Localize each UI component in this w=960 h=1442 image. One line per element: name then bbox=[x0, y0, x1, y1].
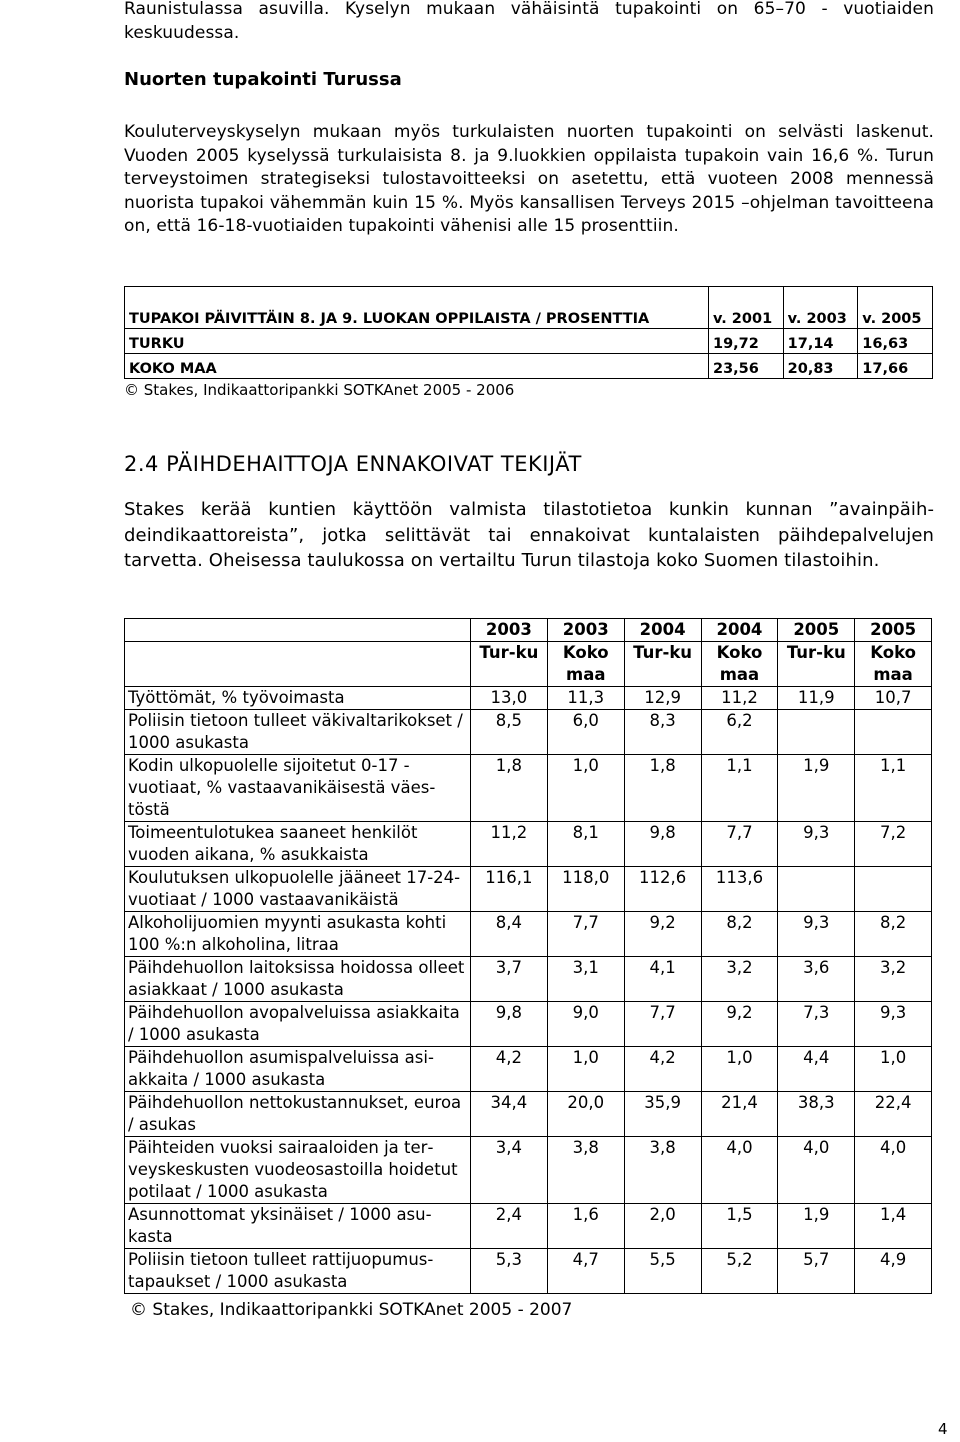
table-cell: 3,1 bbox=[547, 957, 624, 1002]
area-header: Tur-ku bbox=[624, 642, 701, 687]
table-row bbox=[125, 912, 932, 957]
table-cell: 8,1 bbox=[547, 822, 624, 867]
table-cell: 112,6 bbox=[624, 867, 701, 912]
table-row bbox=[125, 354, 933, 379]
table-cell: 4,0 bbox=[778, 1137, 855, 1204]
table-cell: 3,2 bbox=[855, 957, 932, 1002]
table-cell: 38,3 bbox=[778, 1092, 855, 1137]
table-row bbox=[125, 710, 932, 755]
table-row bbox=[125, 1204, 932, 1249]
table-cell: 9,2 bbox=[624, 912, 701, 957]
table-cell: 11,3 bbox=[547, 687, 624, 710]
table-cell: 6,2 bbox=[701, 710, 778, 755]
table-cell: 2,4 bbox=[470, 1204, 547, 1249]
heading-2-4: 2.4 PÄIHDEHAITTOJA ENNAKOIVAT TEKIJÄT bbox=[124, 452, 582, 476]
table-cell: 8,4 bbox=[470, 912, 547, 957]
paragraph: Kouluterveyskyselyn mukaan myös turkulaisten nuorten tupakointi on selvästi laskenut. Vuoden 2005 kyselyssä turkulaisista 8. ja 9.luokkien oppilaista tupakoin vain 16,6 %. Turun terveystoimen strategiseksi tulostavoitteeksi on asetettu, että vuoteen 2008 mennessä nuorista tupakoi vähemmän kuin 15 %. Myös kansallisen Terveys 2015 –ohjelman tavoitteena on, että 16-18-vuotiaiden tupakointi vähenisi alle 15 prosenttiin. bbox=[124, 122, 934, 236]
table-cell: 3,8 bbox=[624, 1137, 701, 1204]
table-cell: 3,8 bbox=[547, 1137, 624, 1204]
table-cell: 4,0 bbox=[701, 1137, 778, 1204]
table-cell: 1,0 bbox=[855, 1047, 932, 1092]
row-label: Poliisin tietoon tulleet väkivaltarikokset / 1000 asukasta bbox=[125, 710, 471, 755]
table-cell: 17,14 bbox=[783, 329, 858, 354]
table-cell: 34,4 bbox=[470, 1092, 547, 1137]
area-header: Koko maa bbox=[701, 642, 778, 687]
area-header: Tur-ku bbox=[470, 642, 547, 687]
table-cell: 10,7 bbox=[855, 687, 932, 710]
table-cell: 22,4 bbox=[855, 1092, 932, 1137]
table-cell: 5,2 bbox=[701, 1249, 778, 1294]
row-label: Päihdehuollon laitoksissa hoidossa olleet asiakkaat / 1000 asukasta bbox=[125, 957, 471, 1002]
row-label: Päihdehuollon nettokustannukset, euroa / asukas bbox=[125, 1092, 471, 1137]
table-cell: 9,3 bbox=[855, 1002, 932, 1047]
column-header: v. 2003 bbox=[783, 287, 858, 329]
row-label: Toimeentulotukea saaneet henkilöt vuoden aikana, % asukkaista bbox=[125, 822, 471, 867]
table-cell: 4,9 bbox=[855, 1249, 932, 1294]
year-header-row bbox=[125, 619, 932, 642]
table-cell bbox=[778, 867, 855, 912]
table-row bbox=[125, 1137, 932, 1204]
row-label: KOKO MAA bbox=[125, 354, 709, 379]
paragraph-2: Stakes kerää kuntien käyttöön valmista tilastotietoa kunkin kunnan ”avainpäihdeindikaattoreista”, jotka selittävät tai ennakoivat kuntalaisten päihdepalvelujen tarvetta. Oheisessa taulukossa on vertailtu Turun tilastoja koko Suomen tilastoihin. bbox=[124, 499, 934, 571]
table-row bbox=[125, 867, 932, 912]
year-header: 2003 bbox=[470, 619, 547, 642]
table-cell: 11,2 bbox=[470, 822, 547, 867]
smoking-table bbox=[124, 286, 933, 379]
year-header: 2005 bbox=[778, 619, 855, 642]
table-row bbox=[125, 957, 932, 1002]
table-row bbox=[125, 687, 932, 710]
table-cell: 1,0 bbox=[547, 755, 624, 822]
table-cell: 20,0 bbox=[547, 1092, 624, 1137]
table-cell: 5,5 bbox=[624, 1249, 701, 1294]
table-cell: 9,0 bbox=[547, 1002, 624, 1047]
table-cell: 8,2 bbox=[701, 912, 778, 957]
table-cell: 9,3 bbox=[778, 822, 855, 867]
table-cell: 3,6 bbox=[778, 957, 855, 1002]
table-row bbox=[125, 1002, 932, 1047]
row-label: Kodin ulkopuolelle sijoitetut 0-17 - vuotiaat, % vastaavanikäisestä väestöstä bbox=[125, 755, 471, 822]
table-title: TUPAKOI PÄIVITTÄIN 8. JA 9. LUOKAN OPPILAISTA / PROSENTTIA bbox=[125, 287, 709, 329]
table-cell: 1,0 bbox=[701, 1047, 778, 1092]
table-cell: 3,2 bbox=[701, 957, 778, 1002]
table-cell: 1,1 bbox=[701, 755, 778, 822]
row-label: Asunnottomat yksinäiset / 1000 asukasta bbox=[125, 1204, 471, 1249]
table-cell: 3,7 bbox=[470, 957, 547, 1002]
table-cell: 12,9 bbox=[624, 687, 701, 710]
table-cell: 7,3 bbox=[778, 1002, 855, 1047]
area-header: Koko maa bbox=[855, 642, 932, 687]
row-label: TURKU bbox=[125, 329, 709, 354]
indicator-table bbox=[124, 618, 932, 1294]
table-cell: 1,4 bbox=[855, 1204, 932, 1249]
year-header: 2003 bbox=[547, 619, 624, 642]
column-header: v. 2001 bbox=[708, 287, 783, 329]
table-cell bbox=[855, 867, 932, 912]
table-cell: 9,3 bbox=[778, 912, 855, 957]
table-cell: 1,5 bbox=[701, 1204, 778, 1249]
table-cell: 1,9 bbox=[778, 755, 855, 822]
table-cell: 3,4 bbox=[470, 1137, 547, 1204]
table-cell: 8,2 bbox=[855, 912, 932, 957]
table-cell: 4,1 bbox=[624, 957, 701, 1002]
table-cell: 35,9 bbox=[624, 1092, 701, 1137]
row-label: Työttömät, % työvoimasta bbox=[125, 687, 471, 710]
indicator-source: © Stakes, Indikaattoripankki SOTKAnet 2005 - 2007 bbox=[130, 1300, 573, 1320]
table-cell bbox=[778, 710, 855, 755]
table-cell: 4,2 bbox=[470, 1047, 547, 1092]
row-label: Poliisin tietoon tulleet rattijuopumustapaukset / 1000 asukasta bbox=[125, 1249, 471, 1294]
table-cell: 1,1 bbox=[855, 755, 932, 822]
intro-text: Raunistulassa asuvilla. Kyselyn mukaan vähäisintä tupakointi on 65–70 - vuotiaiden keskuudessa. bbox=[124, 0, 934, 43]
table-cell: 7,7 bbox=[547, 912, 624, 957]
area-header: Koko maa bbox=[547, 642, 624, 687]
empty-header-cell bbox=[125, 642, 471, 687]
table-cell: 20,83 bbox=[783, 354, 858, 379]
table-cell: 1,8 bbox=[470, 755, 547, 822]
year-header: 2005 bbox=[855, 619, 932, 642]
table-cell: 16,63 bbox=[858, 329, 933, 354]
area-header-row bbox=[125, 642, 932, 687]
table-row bbox=[125, 822, 932, 867]
table-cell: 5,3 bbox=[470, 1249, 547, 1294]
empty-header-cell bbox=[125, 619, 471, 642]
table-cell: 9,8 bbox=[470, 1002, 547, 1047]
table-cell: 8,3 bbox=[624, 710, 701, 755]
table-header-row bbox=[125, 287, 933, 329]
table-cell: 13,0 bbox=[470, 687, 547, 710]
table-cell bbox=[855, 710, 932, 755]
table-row bbox=[125, 329, 933, 354]
table-row bbox=[125, 1047, 932, 1092]
table-cell: 7,7 bbox=[701, 822, 778, 867]
table-row bbox=[125, 1249, 932, 1294]
row-label: Koulutuksen ulkopuolelle jääneet 17-24-vuotiaat / 1000 vastaavanikäistä bbox=[125, 867, 471, 912]
column-header: v. 2005 bbox=[858, 287, 933, 329]
table-cell: 11,2 bbox=[701, 687, 778, 710]
table-cell: 118,0 bbox=[547, 867, 624, 912]
table-cell: 7,2 bbox=[855, 822, 932, 867]
table-source: © Stakes, Indikaattoripankki SOTKAnet 2005 - 2006 bbox=[124, 381, 515, 399]
table-cell: 1,8 bbox=[624, 755, 701, 822]
table-cell: 116,1 bbox=[470, 867, 547, 912]
table-cell: 1,9 bbox=[778, 1204, 855, 1249]
table-cell: 11,9 bbox=[778, 687, 855, 710]
table-cell: 19,72 bbox=[708, 329, 783, 354]
section-heading: Nuorten tupakointi Turussa bbox=[124, 69, 402, 90]
table-row bbox=[125, 1092, 932, 1137]
table-cell: 4,7 bbox=[547, 1249, 624, 1294]
year-header: 2004 bbox=[701, 619, 778, 642]
table-cell: 4,0 bbox=[855, 1137, 932, 1204]
table-cell: 4,4 bbox=[778, 1047, 855, 1092]
table-cell: 113,6 bbox=[701, 867, 778, 912]
year-header: 2004 bbox=[624, 619, 701, 642]
row-label: Päihdehuollon avopalveluissa asiakkaita / 1000 asukasta bbox=[125, 1002, 471, 1047]
table-cell: 7,7 bbox=[624, 1002, 701, 1047]
table-cell: 4,2 bbox=[624, 1047, 701, 1092]
row-label: Alkoholijuomien myynti asukasta kohti 100 %:n alkoholina, litraa bbox=[125, 912, 471, 957]
table-cell: 8,5 bbox=[470, 710, 547, 755]
area-header: Tur-ku bbox=[778, 642, 855, 687]
table-row bbox=[125, 755, 932, 822]
table-cell: 6,0 bbox=[547, 710, 624, 755]
table-cell: 2,0 bbox=[624, 1204, 701, 1249]
table-cell: 9,2 bbox=[701, 1002, 778, 1047]
table-cell: 9,8 bbox=[624, 822, 701, 867]
table-cell: 1,6 bbox=[547, 1204, 624, 1249]
row-label: Päihteiden vuoksi sairaaloiden ja terveyskeskusten vuodeosastoilla hoidetut potilaat / 1000 asukasta bbox=[125, 1137, 471, 1204]
table-cell: 21,4 bbox=[701, 1092, 778, 1137]
table-cell: 1,0 bbox=[547, 1047, 624, 1092]
row-label: Päihdehuollon asumispalveluissa asiakkaita / 1000 asukasta bbox=[125, 1047, 471, 1092]
table-cell: 23,56 bbox=[708, 354, 783, 379]
page-number: 4 bbox=[938, 1420, 948, 1438]
table-cell: 17,66 bbox=[858, 354, 933, 379]
table-cell: 5,7 bbox=[778, 1249, 855, 1294]
